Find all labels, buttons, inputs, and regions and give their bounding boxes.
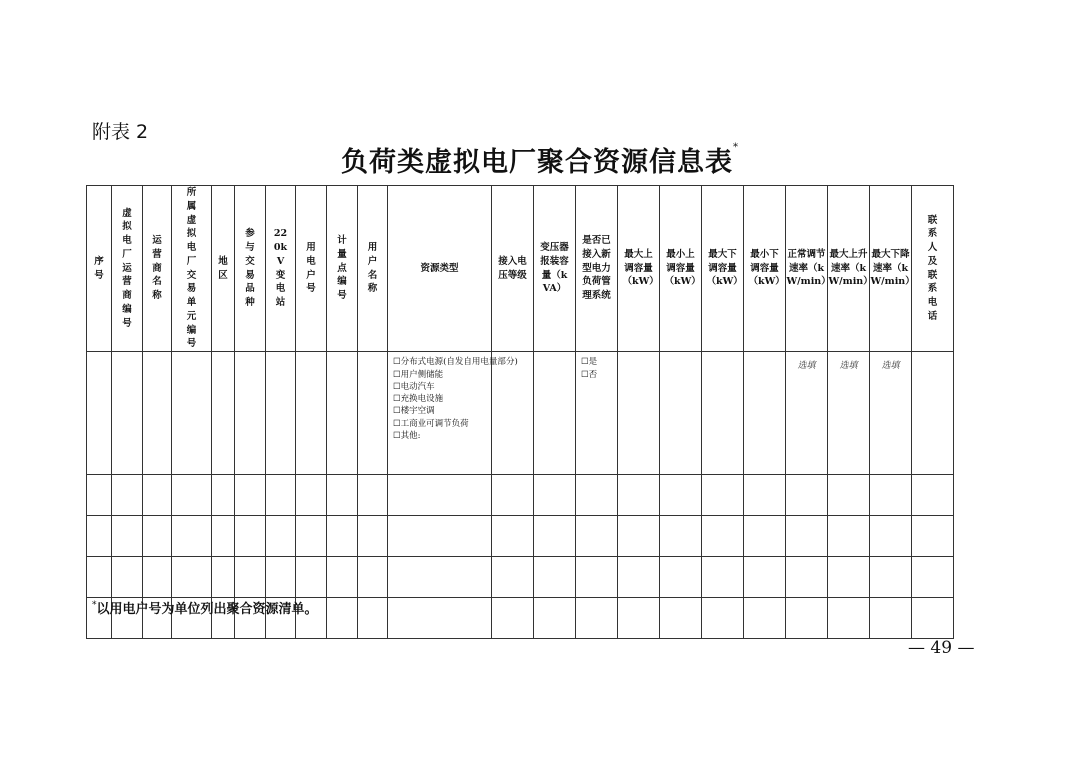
table-row <box>87 557 954 598</box>
header-cell: 联系人及联系电话 <box>912 186 954 352</box>
header-cell: 参与交易品种 <box>235 186 266 352</box>
header-row <box>87 186 954 352</box>
resource-type-option[interactable]: ☐分布式电源(自发自用电量部分) <box>393 357 518 368</box>
header-cell: 是否已接入新型电力负荷管理系统 <box>576 186 618 352</box>
header-cell: 最小下调容量（kW） <box>744 186 786 352</box>
footnote <box>92 598 318 617</box>
table-row <box>87 475 954 516</box>
resource-type-option[interactable]: ☐其他: <box>393 431 421 442</box>
page-title <box>0 140 1080 179</box>
footnote-text: 以用电户号为单位列出聚合资源清单。 <box>96 602 318 617</box>
footnote-mark: * <box>92 600 97 611</box>
page-number: — 49 — <box>908 638 975 658</box>
header-cell: 地区 <box>212 186 235 352</box>
connected-yes-option[interactable]: ☐是 <box>581 357 598 368</box>
header-cell: 最大下调容量（kW） <box>702 186 744 352</box>
header-cell: 变压器报装容量（kVA） <box>534 186 576 352</box>
header-cell: 最大上升速率（kW/min） <box>828 186 870 352</box>
resource-type-option[interactable]: ☐充换电设施 <box>393 394 444 405</box>
connected-no-option[interactable]: ☐否 <box>581 369 598 380</box>
header-cell: 虚拟电厂运营商编号 <box>112 186 143 352</box>
resource-type-option[interactable]: ☐楼宇空调 <box>393 406 435 417</box>
header-cell: 正常调节速率（kW/min） <box>786 186 828 352</box>
header-cell: 用户名称 <box>358 186 388 352</box>
header-cell: 最大下降速率（kW/min） <box>870 186 912 352</box>
annex-label: 附表 2 <box>92 121 149 143</box>
optional-max-fall-rate: 选填 <box>870 352 912 475</box>
header-cell: 计量点编号 <box>327 186 358 352</box>
optional-normal-rate: 选填 <box>786 352 828 475</box>
connected-options <box>576 352 618 475</box>
resource-type-options <box>388 352 518 475</box>
header-cell: 最大上调容量（kW） <box>618 186 660 352</box>
header-cell: 序号 <box>87 186 112 352</box>
optional-max-rise-rate: 选填 <box>828 352 870 475</box>
resource-type-option[interactable]: ☐用户侧储能 <box>393 369 444 380</box>
header-cell: 最小上调容量（kW） <box>660 186 702 352</box>
header-cell: 用电户号 <box>296 186 327 352</box>
header-cell: 接入电压等级 <box>492 186 534 352</box>
title-footnote-mark: * <box>733 142 739 153</box>
header-cell: 运营商名称 <box>143 186 172 352</box>
header-cell: 220kV变电站 <box>266 186 296 352</box>
header-cell: 资源类型 <box>388 186 492 352</box>
header-cell: 所属虚拟电厂交易单元编号 <box>172 186 212 352</box>
table-row <box>87 352 954 475</box>
resource-type-option[interactable]: ☐工商业可调节负荷 <box>393 418 469 429</box>
resource-type-option[interactable]: ☐电动汽车 <box>393 381 435 392</box>
table-row <box>87 516 954 557</box>
title-text: 负荷类虚拟电厂聚合资源信息表 <box>341 147 733 178</box>
resource-info-table <box>86 185 954 639</box>
